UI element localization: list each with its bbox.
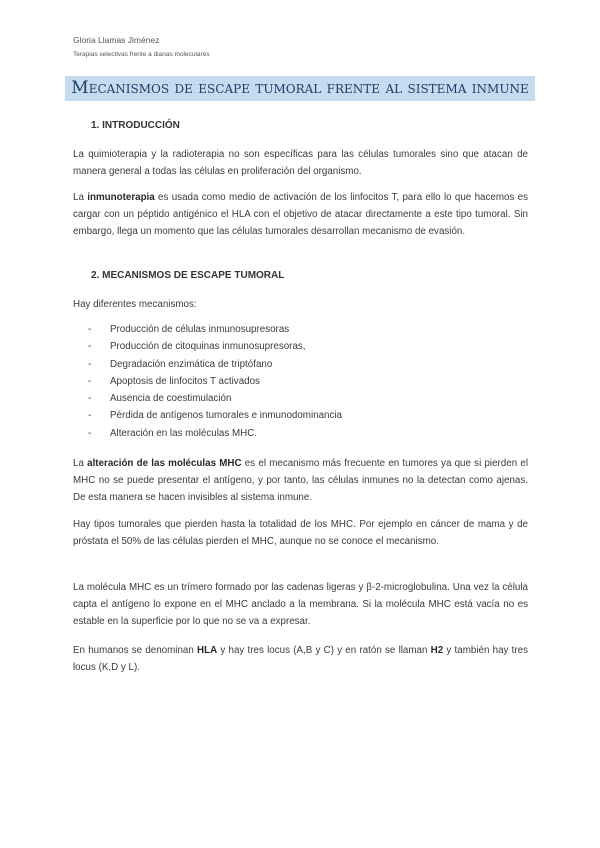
mechanisms-list	[88, 321, 342, 442]
paragraph-mhc-4	[73, 642, 528, 676]
paragraph-intro-1: La quimioterapia y la radioterapia no son específicas para las células tumorales sino que atacan de manera general a todas las células en proliferación del organismo.	[73, 149, 528, 177]
text-segment: y hay tres locus (A,B y C) y en ratón se llaman	[217, 645, 431, 656]
text-segment: es usada como medio de activación de los linfocitos T, para ello lo que hacemos es cargar con un péptido antigénico el HLA con el objetivo de atacar directamente a este tipo tumoral. Sin embargo, llega un momento que las células tumorales desarrollan mecanismo de evasión.	[73, 192, 528, 237]
paragraph-mhc-1	[73, 455, 528, 506]
text-segment: En humanos se denominan	[73, 645, 198, 656]
text-segment: La	[73, 192, 88, 203]
document-title: Mecanismos de escape tumoral frente al sistema inmune	[65, 76, 534, 101]
author-name: Gloria Llamas Jiménez	[73, 35, 160, 45]
subject-name: Terapias selectivas frente a dianas moleculares	[73, 51, 210, 58]
bold-term: HLA	[197, 645, 218, 656]
paragraph-mechanisms-intro: Hay diferentes mecanismos:	[73, 299, 197, 310]
title-container	[0, 76, 600, 101]
paragraph-mhc-3: La molécula MHC es un trímero formado por las cadenas ligeras y β-2-microglobulina. Una vez la célula capta el antígeno lo expone en el MHC anclado a la membrana. Si la molécula MHC está vacía no es estable en la superficie por lo que no se va a expresar.	[73, 582, 528, 627]
heading-mecanismos: 2. MECANISMOS DE ESCAPE TUMORAL	[91, 270, 285, 281]
paragraph-mhc-2: Hay tipos tumorales que pierden hasta la totalidad de los MHC. Por ejemplo en cáncer de mama y de próstata el 50% de las células pierden el MHC, aunque no se conoce el mecanismo.	[73, 519, 528, 547]
bold-term: alteración de las moléculas MHC	[87, 458, 242, 469]
bold-term: H2	[430, 645, 444, 656]
text-segment: y también hay tres locus (K,D y L).	[73, 645, 528, 673]
heading-introduccion: 1. INTRODUCCIÓN	[91, 120, 180, 131]
list-item: - Pérdida de antígenos tumorales e inmunodominancia	[88, 407, 342, 424]
list-item: - Ausencia de coestimulación	[88, 390, 342, 407]
list-item: - Producción de células inmunosupresoras	[88, 321, 342, 338]
page-header	[73, 35, 210, 58]
list-item: - Alteración en las moléculas MHC.	[88, 425, 342, 442]
list-item: - Apoptosis de linfocitos T activados	[88, 373, 342, 390]
text-segment: La	[73, 458, 88, 469]
list-item: - Degradación enzimática de triptófano	[88, 356, 342, 373]
list-item: - Producción de citoquinas inmunosupresoras,	[88, 338, 342, 355]
text-segment: es el mecanismo más frecuente en tumores ya que si pierden el MHC no se puede presentar el antígeno, y por tanto, las células inmunes no la detectan como ajenas. De esta manera se hacen invisibles al sistema inmune.	[73, 458, 528, 503]
bold-term: inmunoterapia	[87, 192, 155, 203]
paragraph-intro-2	[73, 189, 528, 240]
